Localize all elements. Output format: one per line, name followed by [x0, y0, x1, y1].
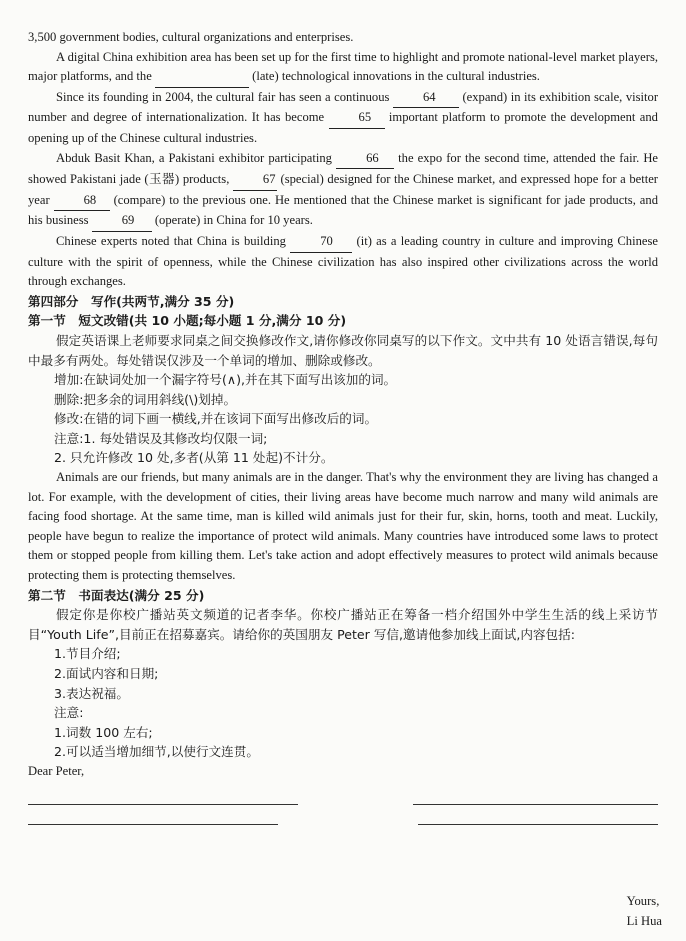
blank-64: 64	[393, 88, 459, 109]
writing-area[interactable]	[28, 790, 658, 844]
note-details: 2.可以适当增加细节,以使行文连贯。	[54, 744, 259, 760]
section2-title: 第二节 书面表达(满分 25 分)	[28, 587, 205, 603]
error-correction-essay: Animals are our friends, but many animals are in the danger. That's why the environment they are living has changed a lot. For example, with the development of cities, their living areas have become much narrow and many wild animals are facing food shortage. At the same time, man is killed wild animals just for their fur, skin, horns, tooth and meat. Luckily, people have begun to realize the importance of protect wild animals. Many countries have introduced some laws to protect them or stopped people from killing them. Let's take action and adopt effectively measures to protect wild animals because protecting them is protecting themselves.	[28, 470, 658, 583]
note-2: 2. 只允许修改 10 处,多者(从第 11 处起)不计分。	[54, 450, 334, 466]
content-item-3: 3.表达祝福。	[54, 685, 129, 701]
exam-page	[28, 28, 658, 844]
passage-paragraph-1: A digital China exhibition area has been set up for the first time to highlight and promote national-level market players, major platforms, and the (late) technological innovations in the cultural industries.	[28, 48, 658, 88]
rule-add: 增加:在缺词处加一个漏字符号(∧),并在其下面写出该加的词。	[54, 372, 397, 388]
part4-title: 第四部分 写作(共两节,满分 35 分)	[28, 293, 235, 309]
note-label: 注意:	[54, 705, 84, 721]
blank-63	[155, 67, 249, 88]
note-1: 注意:1. 每处错误及其修改均仅限一词;	[54, 430, 268, 446]
blank-67: 67	[233, 170, 277, 191]
rule-modify: 修改:在错的词下画一横线,并在该词下面写出修改后的词。	[54, 411, 378, 427]
blank-66: 66	[336, 149, 394, 170]
section1-instructions: 假定英语课上老师要求同桌之间交换修改作文,请你修改你同桌写的以下作文。文中共有 10 处语言错误,每句中最多有两处。每处错误仅涉及一个单词的增加、删除或修改。	[28, 332, 658, 368]
letter-salutation: Dear Peter,	[28, 763, 85, 778]
letter-closing	[627, 892, 662, 931]
blank-68: 68	[54, 191, 110, 212]
blank-70: 70	[290, 232, 352, 253]
passage-paragraph-3: Abduk Basit Khan, a Pakistani exhibitor participating 66 the expo for the second time, attended the fair. He showed Pakistani jade (玉器) products, 67 (special) designed for the Chinese market, and expressed hope for a better year 68 (compare) to the previous one. He mentioned that the Chinese market is significant for jade products, and his business 69 (operate) in China for 10 years.	[28, 149, 658, 232]
blank-65: 65	[329, 108, 385, 129]
content-item-1: 1.节目介绍;	[54, 646, 121, 662]
closing-yours: Yours,	[626, 894, 660, 908]
section2-instructions: 假定你是你校广播站英文频道的记者李华。你校广播站正在筹备一档介绍国外中学生生活的线上采访节目“Youth Life”,目前正在招募嘉宾。请给你的英国朋友 Peter 写信,邀请他参加线上面试,内容包括:	[28, 607, 658, 642]
blank-69: 69	[92, 211, 152, 232]
writing-line[interactable]	[28, 804, 298, 805]
writing-line[interactable]	[413, 804, 658, 805]
passage-paragraph-4: Chinese experts noted that China is building 70 (it) as a leading country in culture and improving Chinese culture with the spirit of openness, while the Chinese civilization has also inspired other civilizations across the world through exchanges.	[28, 233, 658, 289]
closing-signature: Li Hua	[626, 913, 662, 928]
passage-top-line: 3,500 government bodies, cultural organizations and enterprises.	[28, 30, 354, 44]
writing-line[interactable]	[28, 824, 278, 825]
rule-delete: 删除:把多余的词用斜线(\)划掉。	[54, 391, 237, 407]
note-word-count: 1.词数 100 左右;	[54, 724, 153, 740]
content-item-2: 2.面试内容和日期;	[54, 666, 159, 681]
passage-paragraph-2: Since its founding in 2004, the cultural fair has seen a continuous 64 (expand) in its exhibition scale, visitor number and degree of internationalization. It has become 65 important platform to promote the development and opening up of the Chinese cultural industries.	[28, 89, 659, 145]
writing-line[interactable]	[418, 824, 658, 825]
section1-title: 第一节 短文改错(共 10 小题;每小题 1 分,满分 10 分)	[28, 313, 347, 329]
